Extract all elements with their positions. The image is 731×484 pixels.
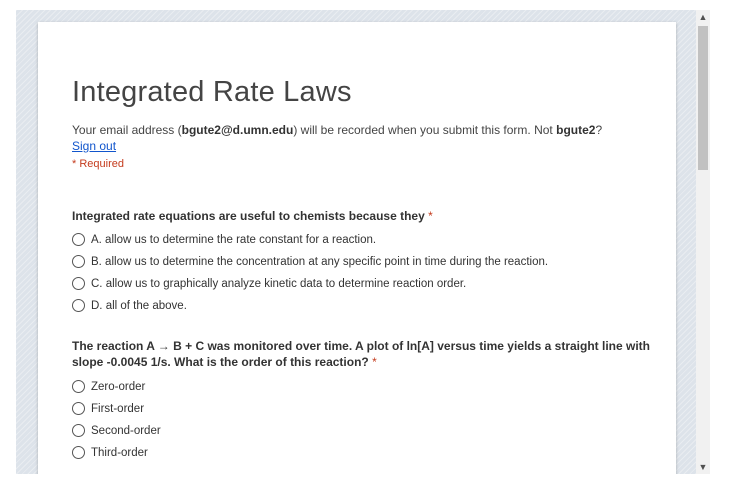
form-background	[16, 10, 696, 474]
radio-button[interactable]	[72, 380, 85, 393]
radio-button[interactable]	[72, 424, 85, 437]
caret-up-icon[interactable]: ▲	[698, 12, 708, 22]
form-card	[38, 22, 676, 474]
vertical-scrollbar[interactable]	[696, 10, 710, 474]
sign-out-link[interactable]: Sign out	[72, 139, 117, 153]
question-1-option-b[interactable]: B. allow us to determine the concentration at any specific point in time during the reaction.	[72, 255, 548, 268]
scrollbar-thumb[interactable]	[698, 26, 708, 170]
email-address: bgute2@d.umn.edu	[181, 123, 294, 137]
question-2-option-first-order[interactable]: First-order	[72, 402, 144, 415]
required-note: * Required	[72, 158, 124, 170]
radio-button[interactable]	[72, 277, 85, 290]
radio-button[interactable]	[72, 233, 85, 246]
question-2-option-third-order[interactable]: Third-order	[72, 446, 148, 459]
question-1-option-d[interactable]: D. all of the above.	[72, 299, 187, 312]
caret-down-icon[interactable]: ▼	[698, 462, 708, 472]
question-1-option-c[interactable]: C. allow us to graphically analyze kinetic data to determine reaction order.	[72, 277, 466, 290]
form-title: Integrated Rate Laws	[72, 76, 352, 108]
required-asterisk: *	[372, 355, 377, 369]
question-1-title: Integrated rate equations are useful to chemists because they *	[72, 209, 433, 223]
question-1-option-a[interactable]: A. allow us to determine the rate constant for a reaction.	[72, 233, 376, 246]
radio-button[interactable]	[72, 299, 85, 312]
question-2-option-second-order[interactable]: Second-order	[72, 424, 161, 437]
username: bgute2	[556, 123, 596, 137]
required-asterisk: *	[428, 209, 433, 223]
question-2-title: The reaction A → B + C was monitored over time. A plot of ln[A] versus time yields a straight line with slope -0.0045 1/s. What is the order of this reaction? *	[72, 339, 650, 369]
radio-button[interactable]	[72, 402, 85, 415]
radio-button[interactable]	[72, 255, 85, 268]
question-2-option-zero-order[interactable]: Zero-order	[72, 380, 145, 393]
radio-button[interactable]	[72, 446, 85, 459]
email-notice: Your email address (bgute2@d.umn.edu) will be recorded when you submit this form. Not bgute2?	[72, 123, 603, 137]
